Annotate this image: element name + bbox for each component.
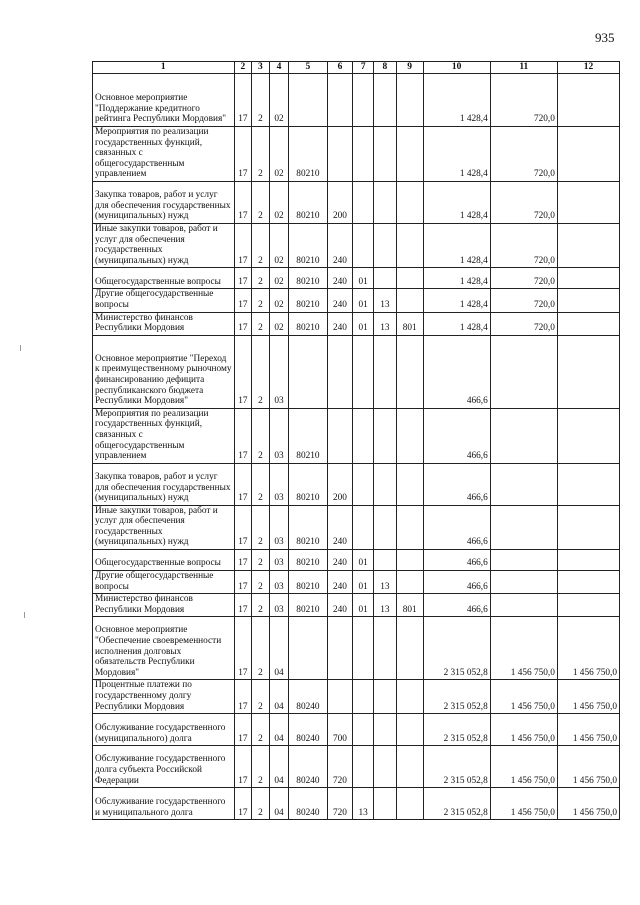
- table-cell-col-2: 17: [234, 788, 252, 820]
- row-name-cell: Закупка товаров, работ и услуг для обеспечения государственных (муниципальных) нужд: [93, 463, 235, 505]
- table-row: [93, 289, 620, 312]
- table-row: [93, 408, 620, 463]
- table-cell-col-4: 02: [269, 268, 289, 289]
- table-cell-col-10: 2 315 052,8: [423, 788, 490, 820]
- table-cell-col-6: 240: [327, 571, 353, 594]
- table-cell-col-2: 17: [234, 463, 252, 505]
- table-cell-col-3: 2: [252, 127, 270, 182]
- table-cell-col-2: 17: [234, 617, 252, 680]
- table-cell-col-12: [557, 571, 619, 594]
- table-cell-col-4: 03: [269, 463, 289, 505]
- column-header-12: 12: [557, 62, 619, 74]
- table-row: [93, 550, 620, 571]
- table-cell-col-9: [396, 181, 423, 223]
- column-header-11: 11: [490, 62, 557, 74]
- table-cell-col-12: [557, 505, 619, 549]
- table-cell-col-2: 17: [234, 335, 252, 408]
- table-cell-col-7: 01: [353, 594, 374, 617]
- table-cell-col-9: [396, 335, 423, 408]
- table-cell-col-9: [396, 289, 423, 312]
- table-cell-col-5: [289, 74, 327, 127]
- table-cell-col-2: 17: [234, 746, 252, 788]
- table-cell-col-10: 1 428,4: [423, 289, 490, 312]
- table-cell-col-11: [490, 594, 557, 617]
- table-cell-col-10: 1 428,4: [423, 223, 490, 267]
- table-cell-col-12: [557, 74, 619, 127]
- table-row: [93, 463, 620, 505]
- table-cell-col-3: 2: [252, 312, 270, 335]
- table-cell-col-6: [327, 617, 353, 680]
- table-cell-col-7: [353, 181, 374, 223]
- table-cell-col-2: 17: [234, 505, 252, 549]
- row-name-cell: Основное мероприятие "Переход к преимущественному рыночному финансированию дефицита республиканского бюджета Республики Мордовия": [93, 335, 235, 408]
- table-cell-col-10: 1 428,4: [423, 74, 490, 127]
- table-cell-col-6: 720: [327, 788, 353, 820]
- row-name-cell: Закупка товаров, работ и услуг для обеспечения государственных (муниципальных) нужд: [93, 181, 235, 223]
- table-cell-col-8: [374, 746, 397, 788]
- table-cell-col-11: 1 456 750,0: [490, 788, 557, 820]
- table-cell-col-10: 466,6: [423, 594, 490, 617]
- table-cell-col-11: [490, 505, 557, 549]
- table-cell-col-5: 80210: [289, 312, 327, 335]
- table-cell-col-4: 04: [269, 788, 289, 820]
- table-row: [93, 181, 620, 223]
- table-cell-col-10: 2 315 052,8: [423, 680, 490, 714]
- table-cell-col-8: [374, 788, 397, 820]
- table-cell-col-10: 466,6: [423, 408, 490, 463]
- table-cell-col-12: 1 456 750,0: [557, 680, 619, 714]
- table-row: [93, 335, 620, 408]
- table-cell-col-11: 720,0: [490, 127, 557, 182]
- budget-table: [92, 61, 620, 820]
- row-name-cell: Общегосударственные вопросы: [93, 268, 235, 289]
- table-cell-col-12: [557, 594, 619, 617]
- column-header-4: 4: [269, 62, 289, 74]
- table-cell-col-3: 2: [252, 571, 270, 594]
- row-name-cell: Иные закупки товаров, работ и услуг для обеспечения государственных (муниципальных) нужд: [93, 505, 235, 549]
- table-cell-col-6: 240: [327, 312, 353, 335]
- table-cell-col-6: 720: [327, 746, 353, 788]
- table-cell-col-8: 13: [374, 571, 397, 594]
- table-cell-col-3: 2: [252, 505, 270, 549]
- table-cell-col-5: 80210: [289, 550, 327, 571]
- table-cell-col-4: 04: [269, 617, 289, 680]
- table-cell-col-7: [353, 505, 374, 549]
- table-cell-col-5: 80240: [289, 746, 327, 788]
- table-cell-col-3: 2: [252, 680, 270, 714]
- table-cell-col-3: 2: [252, 550, 270, 571]
- table-cell-col-6: 240: [327, 505, 353, 549]
- table-cell-col-6: [327, 74, 353, 127]
- row-name-cell: Процентные платежи по государственному долгу Республики Мордовия: [93, 680, 235, 714]
- table-cell-col-9: 801: [396, 594, 423, 617]
- table-cell-col-7: [353, 223, 374, 267]
- table-cell-col-12: [557, 268, 619, 289]
- table-cell-col-9: [396, 714, 423, 746]
- table-cell-col-11: [490, 335, 557, 408]
- table-cell-col-4: 02: [269, 312, 289, 335]
- table-cell-col-10: 1 428,4: [423, 181, 490, 223]
- table-cell-col-6: [327, 127, 353, 182]
- row-name-cell: Обслуживание государственного и муниципального долга: [93, 788, 235, 820]
- table-cell-col-8: 13: [374, 312, 397, 335]
- table-cell-col-11: 1 456 750,0: [490, 746, 557, 788]
- table-cell-col-3: 2: [252, 223, 270, 267]
- table-cell-col-10: 466,6: [423, 505, 490, 549]
- table-cell-col-4: 02: [269, 223, 289, 267]
- table-cell-col-10: 1 428,4: [423, 312, 490, 335]
- table-cell-col-2: 17: [234, 408, 252, 463]
- table-cell-col-2: 17: [234, 289, 252, 312]
- table-cell-col-3: 2: [252, 74, 270, 127]
- table-cell-col-7: 01: [353, 312, 374, 335]
- scan-mark: [20, 345, 21, 351]
- table-cell-col-5: 80210: [289, 268, 327, 289]
- table-cell-col-7: [353, 680, 374, 714]
- table-cell-col-7: [353, 746, 374, 788]
- table-cell-col-11: [490, 463, 557, 505]
- table-cell-col-7: 01: [353, 289, 374, 312]
- table-cell-col-2: 17: [234, 714, 252, 746]
- table-cell-col-2: 17: [234, 550, 252, 571]
- table-cell-col-11: 1 456 750,0: [490, 714, 557, 746]
- header-row: [93, 62, 620, 74]
- table-cell-col-11: 1 456 750,0: [490, 617, 557, 680]
- table-cell-col-3: 2: [252, 268, 270, 289]
- table-cell-col-11: 720,0: [490, 223, 557, 267]
- table-cell-col-4: 03: [269, 571, 289, 594]
- table-cell-col-8: [374, 335, 397, 408]
- table-cell-col-6: 240: [327, 594, 353, 617]
- table-cell-col-12: [557, 312, 619, 335]
- table-cell-col-3: 2: [252, 746, 270, 788]
- column-header-2: 2: [234, 62, 252, 74]
- table-cell-col-11: 720,0: [490, 312, 557, 335]
- table-cell-col-5: 80240: [289, 714, 327, 746]
- table-cell-col-5: [289, 617, 327, 680]
- table-cell-col-2: 17: [234, 181, 252, 223]
- table-cell-col-9: [396, 268, 423, 289]
- row-name-cell: Мероприятия по реализации государственных функций, связанных с общегосударственным управлением: [93, 408, 235, 463]
- table-cell-col-8: [374, 408, 397, 463]
- table-cell-col-11: 720,0: [490, 268, 557, 289]
- table-cell-col-9: [396, 505, 423, 549]
- table-cell-col-9: [396, 788, 423, 820]
- table-cell-col-9: [396, 74, 423, 127]
- table-cell-col-7: [353, 335, 374, 408]
- table-cell-col-3: 2: [252, 594, 270, 617]
- page-number: 935: [595, 30, 615, 45]
- table-row: [93, 74, 620, 127]
- table-row: [93, 505, 620, 549]
- table-cell-col-10: 466,6: [423, 335, 490, 408]
- table-cell-col-9: [396, 127, 423, 182]
- table-cell-col-11: 720,0: [490, 289, 557, 312]
- table-cell-col-9: [396, 463, 423, 505]
- table-cell-col-5: 80210: [289, 571, 327, 594]
- table-cell-col-11: [490, 408, 557, 463]
- table-cell-col-11: 720,0: [490, 181, 557, 223]
- table-cell-col-8: 13: [374, 594, 397, 617]
- table-cell-col-7: [353, 714, 374, 746]
- row-name-cell: Министерство финансов Республики Мордовия: [93, 312, 235, 335]
- table-cell-col-5: 80210: [289, 127, 327, 182]
- column-header-7: 7: [353, 62, 374, 74]
- table-cell-col-6: [327, 335, 353, 408]
- table-cell-col-9: [396, 550, 423, 571]
- table-cell-col-4: 02: [269, 74, 289, 127]
- table-row: [93, 312, 620, 335]
- table-cell-col-6: [327, 408, 353, 463]
- table-cell-col-8: [374, 268, 397, 289]
- table-cell-col-5: 80240: [289, 680, 327, 714]
- table-cell-col-8: [374, 680, 397, 714]
- table-cell-col-8: 13: [374, 289, 397, 312]
- table-cell-col-4: 03: [269, 550, 289, 571]
- table-cell-col-6: [327, 680, 353, 714]
- table-cell-col-12: [557, 335, 619, 408]
- table-cell-col-10: 2 315 052,8: [423, 746, 490, 788]
- table-row: [93, 268, 620, 289]
- table-cell-col-8: [374, 550, 397, 571]
- table-cell-col-8: [374, 74, 397, 127]
- table-cell-col-5: 80210: [289, 408, 327, 463]
- table-cell-col-5: [289, 335, 327, 408]
- table-cell-col-4: 04: [269, 714, 289, 746]
- column-header-6: 6: [327, 62, 353, 74]
- table-cell-col-3: 2: [252, 788, 270, 820]
- table-cell-col-12: 1 456 750,0: [557, 617, 619, 680]
- table-cell-col-7: 13: [353, 788, 374, 820]
- table-cell-col-9: [396, 223, 423, 267]
- table-cell-col-5: 80210: [289, 594, 327, 617]
- table-cell-col-2: 17: [234, 127, 252, 182]
- table-cell-col-5: 80210: [289, 505, 327, 549]
- table-cell-col-2: 17: [234, 571, 252, 594]
- table-cell-col-5: 80210: [289, 223, 327, 267]
- row-name-cell: Обслуживание государственного долга субъекта Российской Федерации: [93, 746, 235, 788]
- row-name-cell: Общегосударственные вопросы: [93, 550, 235, 571]
- table-cell-col-7: [353, 408, 374, 463]
- table-cell-col-12: 1 456 750,0: [557, 746, 619, 788]
- table-cell-col-8: [374, 223, 397, 267]
- table-cell-col-11: [490, 571, 557, 594]
- table-cell-col-12: [557, 181, 619, 223]
- table-cell-col-7: [353, 617, 374, 680]
- table-cell-col-9: [396, 746, 423, 788]
- table-cell-col-10: 2 315 052,8: [423, 617, 490, 680]
- table-row: [93, 223, 620, 267]
- table-body: [93, 74, 620, 820]
- table-cell-col-9: [396, 571, 423, 594]
- table-cell-col-6: 240: [327, 223, 353, 267]
- table-cell-col-3: 2: [252, 408, 270, 463]
- table-cell-col-4: 03: [269, 594, 289, 617]
- table-row: [93, 788, 620, 820]
- table-cell-col-4: 02: [269, 127, 289, 182]
- table-cell-col-9: 801: [396, 312, 423, 335]
- table-cell-col-8: [374, 505, 397, 549]
- row-name-cell: Основное мероприятие "Поддержание кредитного рейтинга Республики Мордовия": [93, 74, 235, 127]
- table-cell-col-12: 1 456 750,0: [557, 788, 619, 820]
- table-cell-col-6: 240: [327, 550, 353, 571]
- table-cell-col-3: 2: [252, 617, 270, 680]
- table-cell-col-6: 700: [327, 714, 353, 746]
- table-cell-col-12: [557, 223, 619, 267]
- column-header-1: 1: [93, 62, 235, 74]
- table-cell-col-12: [557, 408, 619, 463]
- table-cell-col-9: [396, 680, 423, 714]
- table-cell-col-10: 1 428,4: [423, 268, 490, 289]
- table-cell-col-8: [374, 617, 397, 680]
- table-cell-col-10: 466,6: [423, 463, 490, 505]
- table-cell-col-11: [490, 550, 557, 571]
- row-name-cell: Основное мероприятие "Обеспечение своевременности исполнения долговых обязательств Республики Мордовия": [93, 617, 235, 680]
- table-cell-col-6: 200: [327, 181, 353, 223]
- table-row: [93, 680, 620, 714]
- table-row: [93, 714, 620, 746]
- table-cell-col-10: 466,6: [423, 550, 490, 571]
- column-header-5: 5: [289, 62, 327, 74]
- table-cell-col-5: 80210: [289, 289, 327, 312]
- table-cell-col-10: 466,6: [423, 571, 490, 594]
- table-cell-col-12: [557, 550, 619, 571]
- column-header-9: 9: [396, 62, 423, 74]
- table-cell-col-5: 80210: [289, 463, 327, 505]
- table-cell-col-3: 2: [252, 289, 270, 312]
- scan-mark: [24, 612, 25, 618]
- table-cell-col-7: [353, 127, 374, 182]
- column-header-8: 8: [374, 62, 397, 74]
- table-row: [93, 127, 620, 182]
- table-cell-col-4: 02: [269, 181, 289, 223]
- table-row: [93, 617, 620, 680]
- table-cell-col-9: [396, 617, 423, 680]
- table-cell-col-8: [374, 714, 397, 746]
- table-cell-col-6: 200: [327, 463, 353, 505]
- table-cell-col-4: 04: [269, 680, 289, 714]
- table-cell-col-2: 17: [234, 74, 252, 127]
- table-cell-col-5: 80240: [289, 788, 327, 820]
- row-name-cell: Другие общегосударственные вопросы: [93, 289, 235, 312]
- table-cell-col-8: [374, 181, 397, 223]
- table-cell-col-7: [353, 74, 374, 127]
- table-cell-col-6: 240: [327, 289, 353, 312]
- table-row: [93, 594, 620, 617]
- table-cell-col-5: 80210: [289, 181, 327, 223]
- row-name-cell: Министерство финансов Республики Мордовия: [93, 594, 235, 617]
- table-cell-col-2: 17: [234, 312, 252, 335]
- table-cell-col-3: 2: [252, 714, 270, 746]
- table-cell-col-6: 240: [327, 268, 353, 289]
- table-cell-col-4: 03: [269, 505, 289, 549]
- table-cell-col-12: 1 456 750,0: [557, 714, 619, 746]
- table-cell-col-4: 04: [269, 746, 289, 788]
- table-cell-col-11: 720,0: [490, 74, 557, 127]
- table-cell-col-10: 1 428,4: [423, 127, 490, 182]
- table-cell-col-3: 2: [252, 463, 270, 505]
- table-cell-col-7: 01: [353, 550, 374, 571]
- table-cell-col-2: 17: [234, 268, 252, 289]
- table-cell-col-7: [353, 463, 374, 505]
- table-cell-col-11: 1 456 750,0: [490, 680, 557, 714]
- table-row: [93, 746, 620, 788]
- row-name-cell: Обслуживание государственного (муниципального) долга: [93, 714, 235, 746]
- table-row: [93, 571, 620, 594]
- table-cell-col-3: 2: [252, 181, 270, 223]
- table-cell-col-7: 01: [353, 268, 374, 289]
- table-cell-col-12: [557, 463, 619, 505]
- column-header-3: 3: [252, 62, 270, 74]
- row-name-cell: Другие общегосударственные вопросы: [93, 571, 235, 594]
- table-cell-col-8: [374, 463, 397, 505]
- row-name-cell: Иные закупки товаров, работ и услуг для обеспечения государственных (муниципальных) нужд: [93, 223, 235, 267]
- table-cell-col-4: 03: [269, 335, 289, 408]
- row-name-cell: Мероприятия по реализации государственных функций, связанных с общегосударственным управлением: [93, 127, 235, 182]
- table-cell-col-2: 17: [234, 223, 252, 267]
- table-cell-col-2: 17: [234, 680, 252, 714]
- table-cell-col-2: 17: [234, 594, 252, 617]
- table-cell-col-9: [396, 408, 423, 463]
- table-cell-col-10: 2 315 052,8: [423, 714, 490, 746]
- column-header-10: 10: [423, 62, 490, 74]
- table-cell-col-8: [374, 127, 397, 182]
- table-cell-col-12: [557, 289, 619, 312]
- table-cell-col-3: 2: [252, 335, 270, 408]
- table-cell-col-4: 03: [269, 408, 289, 463]
- table-cell-col-7: 01: [353, 571, 374, 594]
- table-cell-col-12: [557, 127, 619, 182]
- table-cell-col-4: 02: [269, 289, 289, 312]
